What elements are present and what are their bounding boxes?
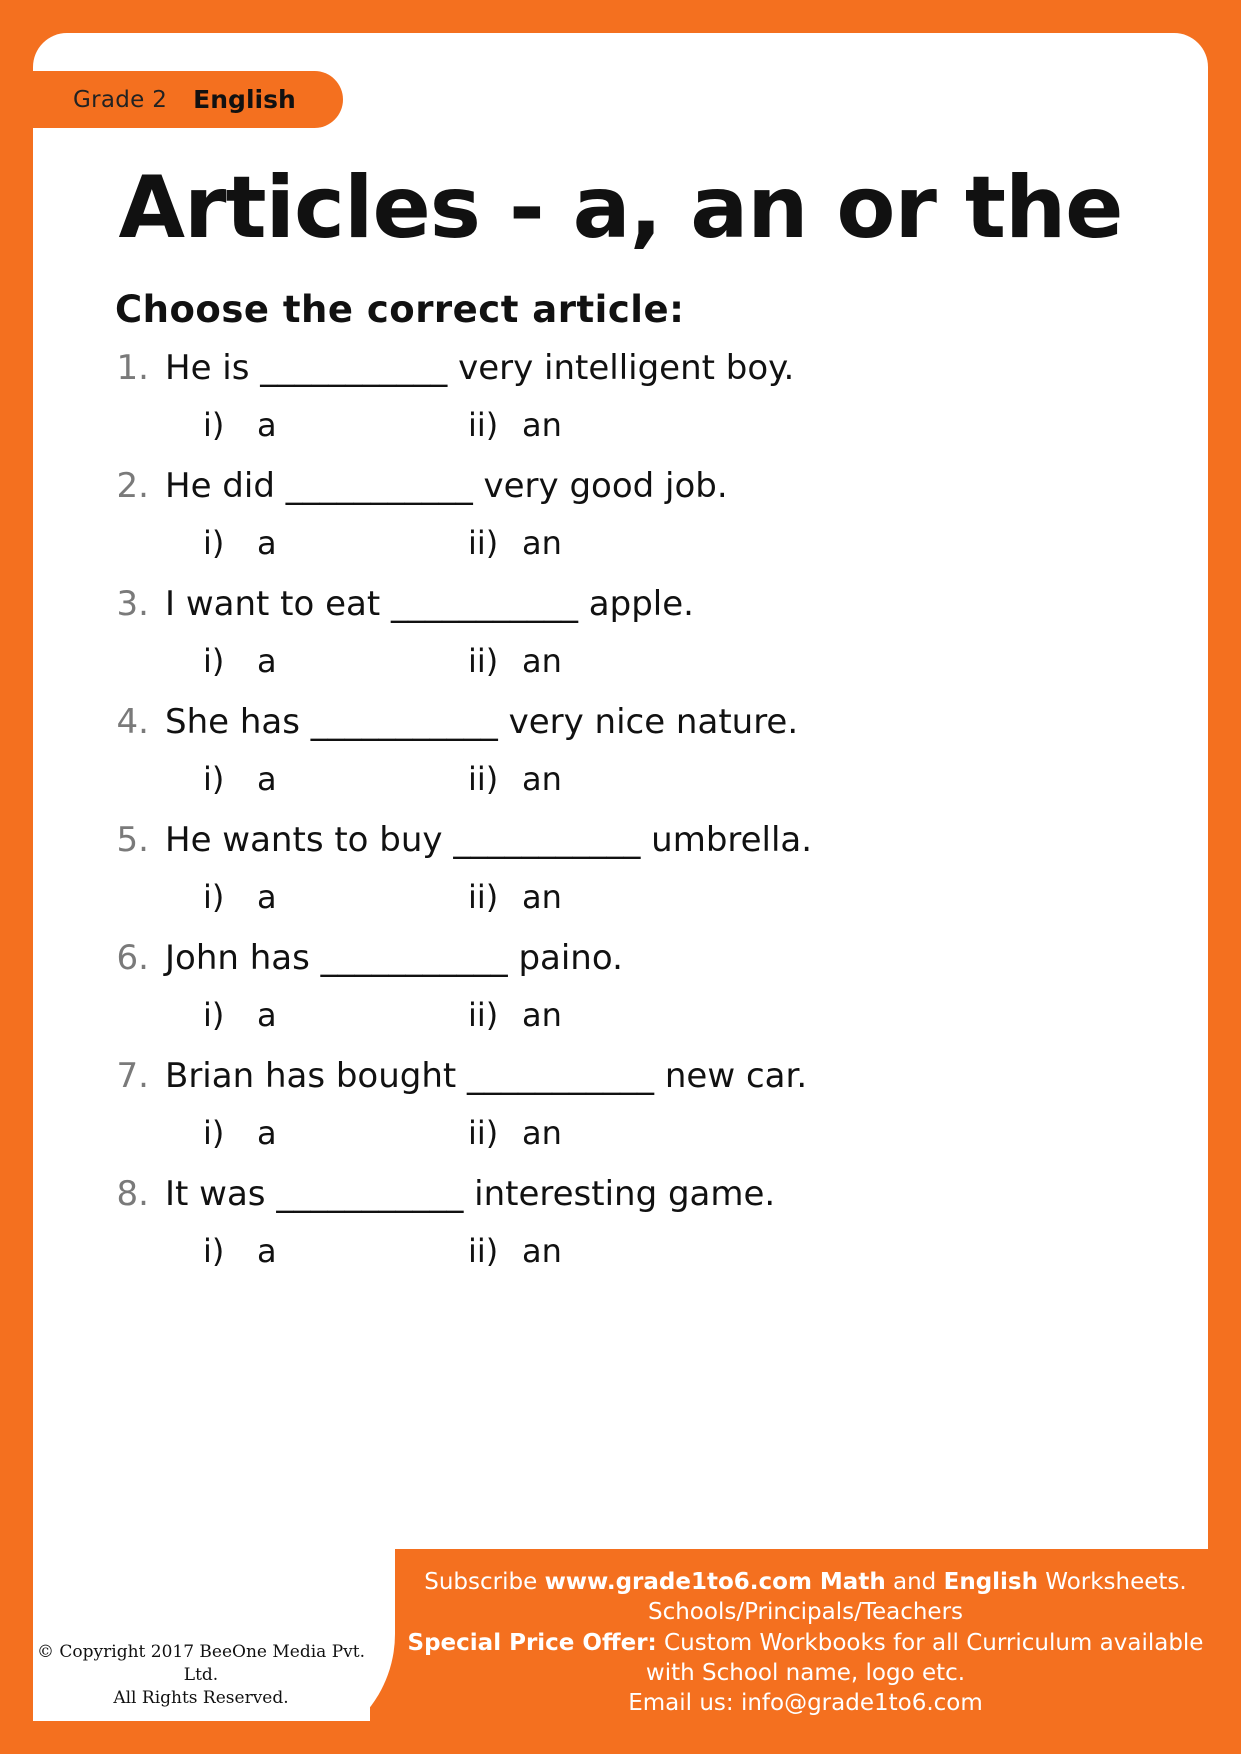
question-item bbox=[93, 938, 1163, 1034]
worksheet-sheet bbox=[33, 33, 1208, 1721]
footer-line-1 bbox=[398, 1567, 1213, 1597]
option-a-value: a bbox=[257, 760, 277, 798]
question-text: I want to eat ___________ apple. bbox=[165, 584, 694, 624]
question-item bbox=[93, 466, 1163, 562]
option-a-label: i) bbox=[203, 878, 225, 916]
answer-options bbox=[93, 760, 1163, 798]
question-number: 8. bbox=[116, 1174, 149, 1214]
option-a-label: i) bbox=[203, 1232, 225, 1270]
answer-options bbox=[93, 406, 1163, 444]
option-an[interactable] bbox=[468, 878, 562, 916]
option-a-value: a bbox=[257, 878, 277, 916]
option-an-value: an bbox=[522, 642, 562, 680]
copyright-block bbox=[36, 1641, 366, 1710]
answer-options bbox=[93, 1232, 1163, 1270]
question-text: John has ___________ paino. bbox=[165, 938, 623, 978]
option-an-label: ii) bbox=[468, 524, 499, 562]
question-item bbox=[93, 702, 1163, 798]
option-a-value: a bbox=[257, 996, 277, 1034]
question-number: 2. bbox=[116, 466, 149, 506]
option-a-label: i) bbox=[203, 406, 225, 444]
option-an-value: an bbox=[522, 524, 562, 562]
option-a-label: i) bbox=[203, 524, 225, 562]
footer-and: and bbox=[885, 1569, 944, 1595]
question-item bbox=[93, 820, 1163, 916]
option-an[interactable] bbox=[468, 760, 562, 798]
footer-subscribe-prefix: Subscribe bbox=[424, 1569, 545, 1595]
option-a-label: i) bbox=[203, 760, 225, 798]
option-a[interactable] bbox=[203, 642, 468, 680]
question-text: He wants to buy ___________ umbrella. bbox=[165, 820, 813, 860]
question-item bbox=[93, 584, 1163, 680]
question-text: It was ___________ interesting game. bbox=[165, 1174, 776, 1214]
option-a-value: a bbox=[257, 642, 277, 680]
question-text: He is ___________ very intelligent boy. bbox=[165, 348, 795, 388]
option-a-value: a bbox=[257, 1114, 277, 1152]
page-title: Articles - a, an or the bbox=[118, 158, 1123, 258]
grade-subject-tag bbox=[33, 71, 343, 128]
answer-options bbox=[93, 878, 1163, 916]
option-an-value: an bbox=[522, 406, 562, 444]
question-text: She has ___________ very nice nature. bbox=[165, 702, 799, 742]
option-an[interactable] bbox=[468, 642, 562, 680]
copyright-line-2: All Rights Reserved. bbox=[113, 1688, 289, 1709]
footer-site-link[interactable]: www.grade1to6.com Math bbox=[544, 1569, 886, 1595]
subject-label: English bbox=[193, 85, 296, 114]
grade-label: Grade 2 bbox=[73, 86, 168, 113]
option-a[interactable] bbox=[203, 760, 468, 798]
footer-line-3 bbox=[398, 1628, 1213, 1658]
option-an[interactable] bbox=[468, 1114, 562, 1152]
answer-options bbox=[93, 524, 1163, 562]
instruction-text: Choose the correct article: bbox=[115, 288, 685, 331]
footer-worksheets: Worksheets. bbox=[1038, 1569, 1187, 1595]
option-an-label: ii) bbox=[468, 642, 499, 680]
option-an[interactable] bbox=[468, 996, 562, 1034]
question-number: 7. bbox=[116, 1056, 149, 1096]
option-an-value: an bbox=[522, 878, 562, 916]
option-a-value: a bbox=[257, 524, 277, 562]
question-text: Brian has bought ___________ new car. bbox=[165, 1056, 808, 1096]
footer-email[interactable]: Email us: info@grade1to6.com bbox=[628, 1690, 983, 1717]
option-an-label: ii) bbox=[468, 406, 499, 444]
option-an-label: ii) bbox=[468, 996, 499, 1034]
footer-special-offer-label: Special Price Offer: bbox=[407, 1629, 657, 1656]
option-an[interactable] bbox=[468, 1232, 562, 1270]
answer-options bbox=[93, 642, 1163, 680]
option-an-value: an bbox=[522, 996, 562, 1034]
option-an[interactable] bbox=[468, 406, 562, 444]
option-an-label: ii) bbox=[468, 1232, 499, 1270]
question-text: He did ___________ very good job. bbox=[165, 466, 728, 506]
option-a[interactable] bbox=[203, 524, 468, 562]
option-a-value: a bbox=[257, 406, 277, 444]
option-an-value: an bbox=[522, 760, 562, 798]
page-footer bbox=[0, 1549, 1241, 1754]
question-number: 3. bbox=[116, 584, 149, 624]
option-a[interactable] bbox=[203, 406, 468, 444]
question-list bbox=[93, 348, 1163, 1292]
option-a-label: i) bbox=[203, 642, 225, 680]
option-a-label: i) bbox=[203, 996, 225, 1034]
option-a-value: a bbox=[257, 1232, 277, 1270]
question-number: 1. bbox=[116, 348, 149, 388]
option-a[interactable] bbox=[203, 1114, 468, 1152]
question-number: 5. bbox=[116, 820, 149, 860]
option-an-label: ii) bbox=[468, 1114, 499, 1152]
footer-line-4: with School name, logo etc. bbox=[645, 1660, 966, 1687]
option-a[interactable] bbox=[203, 878, 468, 916]
option-a[interactable] bbox=[203, 1232, 468, 1270]
option-an-value: an bbox=[522, 1114, 562, 1152]
question-number: 6. bbox=[116, 938, 149, 978]
footer-bottom-margin bbox=[0, 1721, 1241, 1754]
footer-english: English bbox=[943, 1569, 1038, 1595]
footer-special-offer-text: Custom Workbooks for all Curriculum available bbox=[656, 1629, 1204, 1656]
option-a[interactable] bbox=[203, 996, 468, 1034]
question-item bbox=[93, 1056, 1163, 1152]
question-item bbox=[93, 348, 1163, 444]
answer-options bbox=[93, 1114, 1163, 1152]
option-an-label: ii) bbox=[468, 878, 499, 916]
answer-options bbox=[93, 996, 1163, 1034]
option-an-value: an bbox=[522, 1232, 562, 1270]
footer-line-2: Schools/Principals/Teachers bbox=[647, 1599, 964, 1626]
option-a-label: i) bbox=[203, 1114, 225, 1152]
copyright-line-1: © Copyright 2017 BeeOne Media Pvt. Ltd. bbox=[37, 1642, 365, 1686]
question-item bbox=[93, 1174, 1163, 1270]
option-an[interactable] bbox=[468, 524, 562, 562]
question-number: 4. bbox=[116, 702, 149, 742]
option-an-label: ii) bbox=[468, 760, 499, 798]
